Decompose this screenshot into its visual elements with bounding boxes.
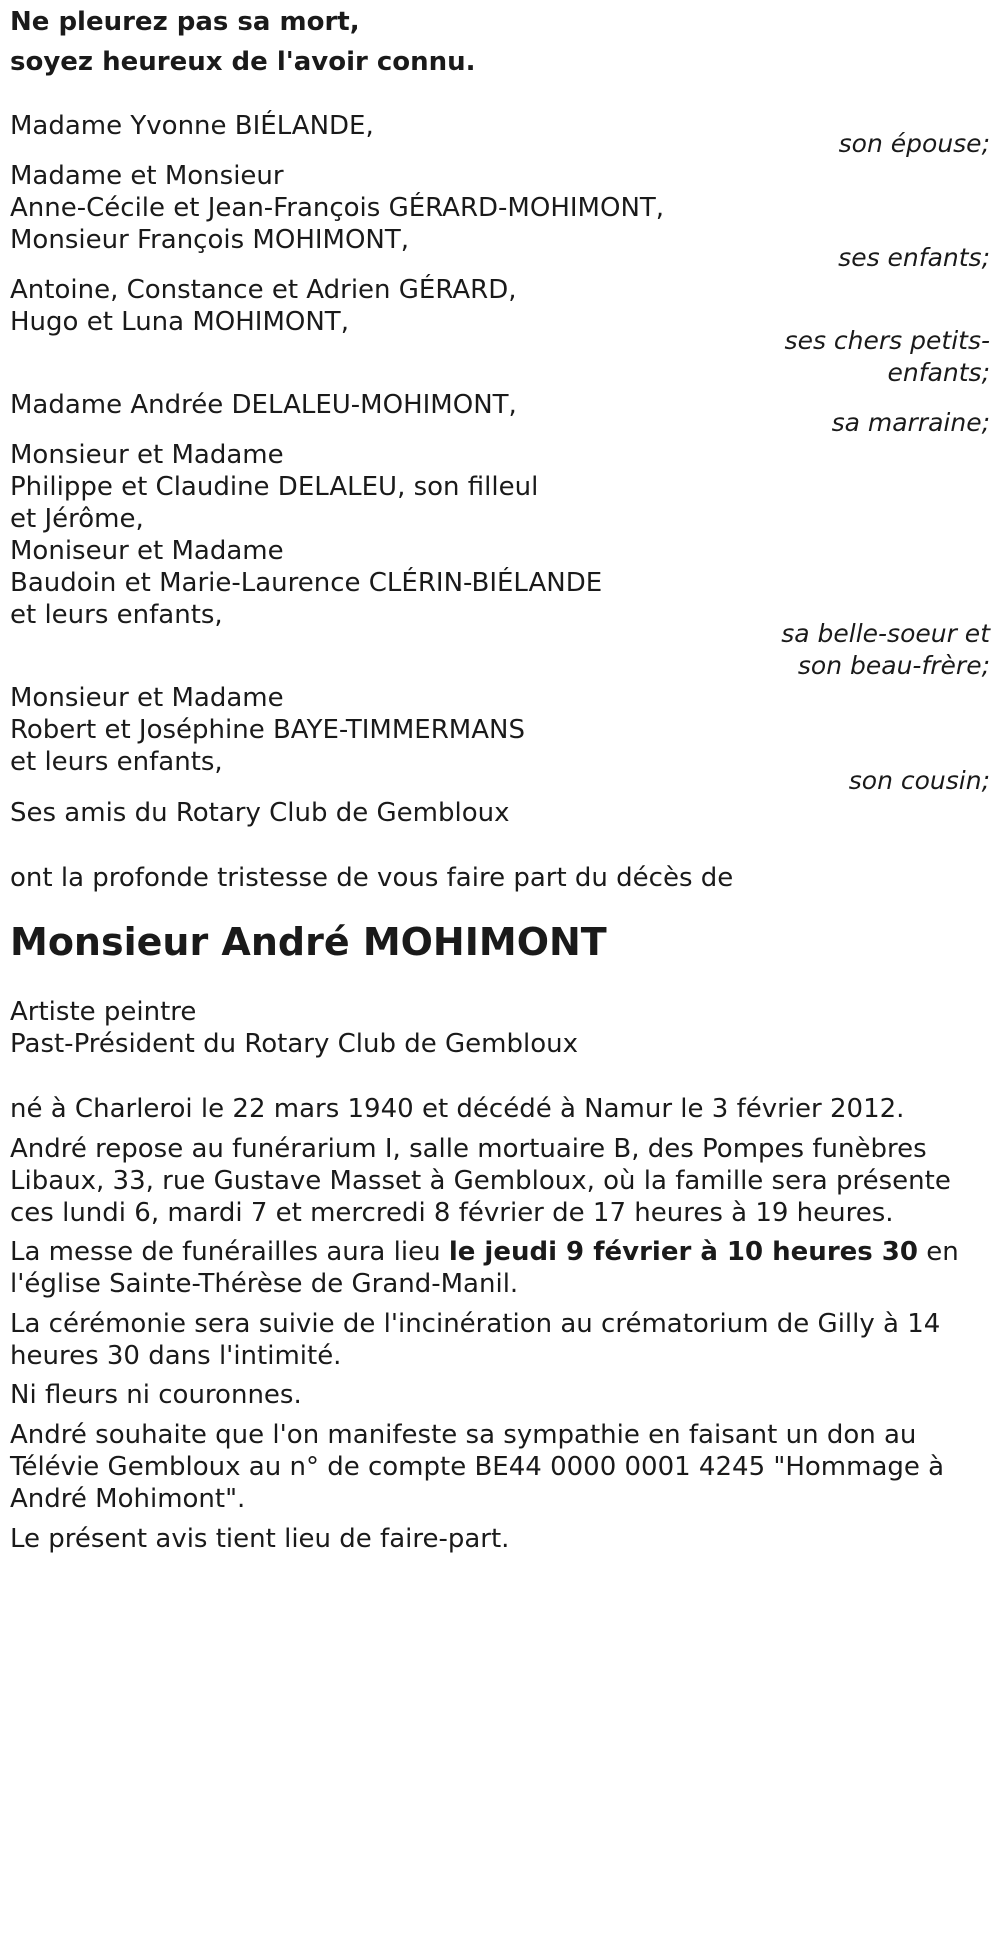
donation-line-2: Télévie Gembloux au n° de compte BE44 0000 0001 4245 "Hommage à (10, 1452, 945, 1482)
birth-death: né à Charleroi le 22 mars 1940 et décédé à Namur le 3 février 2012. (10, 1094, 905, 1124)
deceased-name: Monsieur André MOHIMONT (10, 920, 607, 964)
children-line-2: Anne-Cécile et Jean-François GÉRARD-MOHIMONT, (10, 193, 665, 223)
mass-text-after: en (917, 1237, 959, 1267)
deceased-title-2: Past-Président du Rotary Club de Gembloux (10, 1029, 578, 1059)
grandchildren-relation-1: ses chers petits- (784, 326, 990, 355)
inlaws-line-6: et leurs enfants, (10, 600, 223, 630)
donation-line-3: André Mohimont". (10, 1484, 246, 1514)
inlaws-line-4: Moniseur et Madame (10, 536, 284, 566)
inlaws-line-5: Baudoin et Marie-Laurence CLÉRIN-BIÉLANDE (10, 568, 603, 598)
repose-line-2: Libaux, 33, rue Gustave Masset à Gembloux, où la famille sera présente (10, 1166, 951, 1196)
donation-line-1: André souhaite que l'on manifeste sa sympathie en faisant un don au (10, 1420, 917, 1450)
godmother-name: Madame Andrée DELALEU-MOHIMONT, (10, 390, 517, 420)
children-relation: ses enfants; (838, 243, 990, 272)
friends-line: Ses amis du Rotary Club de Gembloux (10, 798, 510, 828)
cousin-line-2: Robert et Joséphine BAYE-TIMMERMANS (10, 715, 525, 745)
epigraph-line-2: soyez heureux de l'avoir connu. (10, 47, 476, 77)
godmother-relation: sa marraine; (831, 408, 990, 437)
cousin-line-3: et leurs enfants, (10, 747, 223, 777)
repose-line-1: André repose au funérarium I, salle mortuaire B, des Pompes funèbres (10, 1134, 927, 1164)
ceremony-line-2: heures 30 dans l'intimité. (10, 1341, 342, 1371)
mass-text-before: La messe de funérailles aura lieu (10, 1237, 449, 1267)
notice-line: Le présent avis tient lieu de faire-part. (10, 1524, 510, 1554)
repose-line-3: ces lundi 6, mardi 7 et mercredi 8 février de 17 heures à 19 heures. (10, 1198, 894, 1228)
ceremony-line-1: La cérémonie sera suivie de l'incinération au crématorium de Gilly à 14 (10, 1309, 941, 1339)
cousin-line-1: Monsieur et Madame (10, 683, 284, 713)
inlaws-relation-2: son beau-frère; (797, 651, 990, 680)
announcement: ont la profonde tristesse de vous faire part du décès de (10, 863, 734, 893)
inlaws-line-2: Philippe et Claudine DELALEU, son filleul (10, 472, 539, 502)
deceased-title-1: Artiste peintre (10, 997, 197, 1027)
children-line-1: Madame et Monsieur (10, 161, 284, 191)
mass-date-time: le jeudi 9 février à 10 heures 30 (448, 1237, 918, 1267)
spouse-relation: son épouse; (838, 129, 990, 158)
children-line-3: Monsieur François MOHIMONT, (10, 225, 410, 255)
grandchildren-relation-2: enfants; (887, 358, 990, 387)
inlaws-relation-1: sa belle-soeur et (781, 619, 990, 648)
spouse-name: Madame Yvonne BIÉLANDE, (10, 111, 374, 141)
epigraph-line-1: Ne pleurez pas sa mort, (10, 7, 360, 37)
grandchildren-line-1: Antoine, Constance et Adrien GÉRARD, (10, 275, 517, 305)
inlaws-line-3: et Jérôme, (10, 504, 144, 534)
cousin-relation: son cousin; (848, 766, 990, 795)
mass-line-2: l'église Sainte-Thérèse de Grand-Manil. (10, 1269, 519, 1299)
flowers-line: Ni fleurs ni couronnes. (10, 1380, 302, 1410)
inlaws-line-1: Monsieur et Madame (10, 440, 284, 470)
grandchildren-line-2: Hugo et Luna MOHIMONT, (10, 307, 349, 337)
